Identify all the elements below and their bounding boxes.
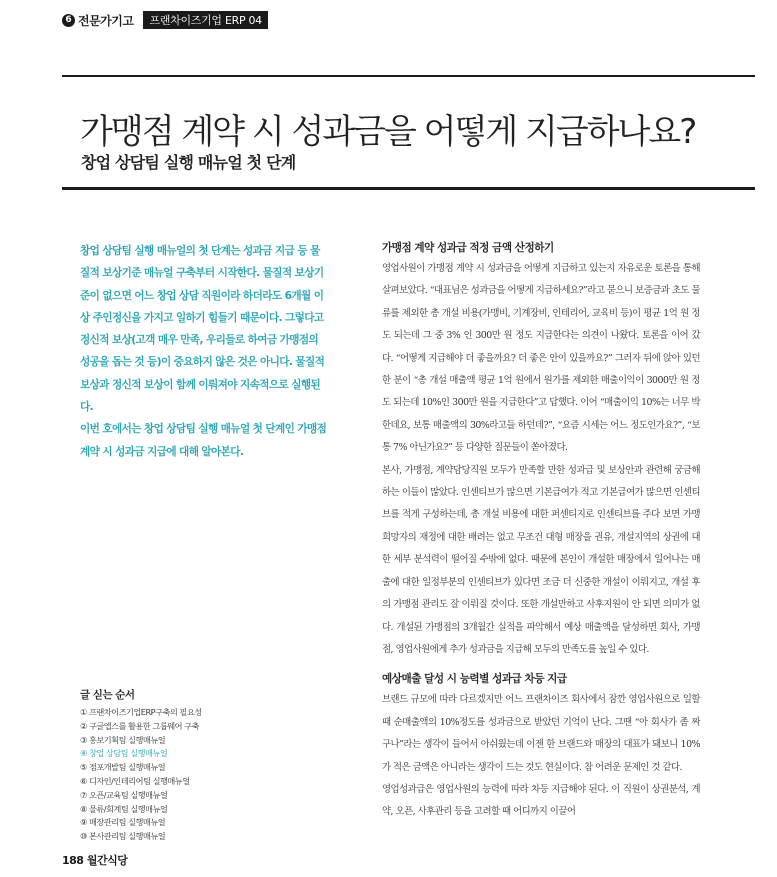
section-gap [382, 661, 700, 671]
toc-title: 글 싣는 순서 [80, 689, 135, 701]
toc-item: ⑤ 점포개발팀 실행매뉴얼 [80, 762, 166, 773]
toc-item: ⑨ 매장관리팀 실행매뉴얼 [80, 817, 166, 828]
section-heading: 예상매출 달성 시 능력별 성과급 차등 지급 [382, 673, 567, 686]
toc-item: ③ 홍보기획팀 실행매뉴얼 [80, 734, 166, 745]
series-toc [80, 687, 330, 844]
section-label: 전문가기고 [78, 13, 134, 28]
article-title: 가맹점 계약 시 성과금을 어떻게 지급하나요? [80, 112, 696, 152]
page-footer [62, 852, 127, 868]
body-paragraph: 영업사원이 가맹점 계약 시 성과금을 어떻게 지급하고 있는지 자유로운 토론을 통해 살펴보았다. “대표님은 성과금을 어떻게 지급하세요?”라고 묻으니 보증금과 초도 물류를 제외한 총 개설 비용(가맹비, 기계장비, 인테리어, 교육비 등)이 평균 1억 원 정도 되는데 그 중 3% 인 300만 원 정도 지급한다는 의견이 나왔다. 토론을 이어 갔다. “어떻게 지급해야 더 좋을까요? 더 좋은 안이 있을까요?” 그러자 뒤에 앉아 있던 한 분이 “총 개설 매출액 평균 1억 원에서 원가를 제외한 매출이익이 3000만 원 정도 되는데 10%인 300만 원을 지급한다”고 답했다. 이어 “매출이익 10%는 너무 박한데요, 보통 매출액의 30%라고들 하던데?”, “요즘 시세는 어느 정도인가요?”, “보통 7% 아닌가요?” 등 다양한 질문들이 쏟아졌다. [382, 263, 700, 454]
intro-lead [80, 240, 328, 463]
article-subtitle: 창업 상담팀 실행 매뉴얼 첫 단계 [81, 153, 296, 172]
toc-item: ① 프랜차이즈기업ERP구축의 필요성 [80, 707, 202, 717]
toc-item: ⑩ 본사관리팀 실행매뉴얼 [80, 831, 166, 842]
toc-item: ② 구글앱스를 활용한 그룹웨어 구축 [80, 720, 199, 731]
body-paragraph: 브랜드 규모에 따라 다르겠지만 어느 프랜차이즈 회사에서 잠깐 영업사원으로 일할 때 순매출액의 10%정도를 성과금으로 받았던 기억이 난다. 그땐 “아 회사가 좀 짜구나”라는 생각이 들어서 아쉬웠는데 이젠 한 브랜드와 매장의 대표가 돼보니 10%가 적은 금액은 아니라는 생각이 드는 것도 현실이다. 참 어려운 문제인 것 같다. [382, 694, 700, 773]
series-label: 프랜차이즈기업 ERP 04 [143, 11, 267, 29]
body-paragraph: 영업성과급은 영업사원의 능력에 따라 차등 지급해야 된다. 이 직원이 상권분석, 계약, 오픈, 사후관리 등을 고려할 때 어디까지 이끌어 [382, 783, 700, 818]
body-paragraph: 본사, 가맹점, 계약담당직원 모두가 만족할 만한 성과급 및 보상안과 관련해 궁금해 하는 이들이 많았다. 인센티브가 많으면 기본급여가 적고 기본급여가 많으면 인센티브를 적게 구성하는데, 총 개설 비용에 대한 퍼센티지로 인센티브를 주다 보면 가맹희망자의 재정에 대한 배려는 없고 무조건 대형 매장을 권유, 개설지역의 상권에 대한 세부 분석력이 떨어질 수밖에 없다. 때문에 본인이 개설한 매장에서 일어나는 매출에 대한 일정부분의 인센티브가 있다면 조금 더 신중한 개설이 이뤄지고, 개설 후의 가맹점 관리도 잘 이뤄질 것이다. 또한 개설만하고 사후지원이 안 되면 의미가 없다. 개설된 가맹점의 3개월간 실적을 파악해서 예상 매출액을 달성하면 회사, 가맹점, 영업사원에게 추가 성과금을 지급해 모두의 만족도를 높일 수 있다. [382, 464, 700, 655]
page-header [62, 10, 268, 30]
section-heading: 가맹점 계약 성과급 적정 금액 산정하기 [382, 242, 554, 254]
intro-paragraph: 창업 상담팀 실행 매뉴얼의 첫 단계는 성과금 지급 등 물질적 보상기준 매뉴얼 구축부터 시작한다. 물질적 보상기준이 없으면 어느 창업 상담 직원이라 하더라도 6개월 이상 주인정신을 가지고 일하기 힘들기 때문이다. 그렇다고 정신적 보상(고객 매우 만족, 우리들로 하여금 가맹점의 성공을 돕는 것 등)이 중요하지 않은 것은 아니다. 물질적 보상과 정신적 보상이 함께 이뤄져야 지속적으로 실행된다. [80, 245, 325, 414]
toc-item-current: ④ 창업 상담팀 실행매뉴얼 [80, 748, 168, 759]
toc-item: ⑦ 오픈/교육팀 실행매뉴얼 [80, 789, 168, 800]
section-number-badge: 6 [62, 14, 75, 27]
magazine-name: 월간식당 [86, 854, 128, 867]
title-divider [62, 187, 755, 190]
toc-item: ⑧ 물류/회계팀 실행매뉴얼 [80, 803, 168, 814]
page-number: 188 [62, 854, 84, 867]
toc-item: ⑥ 디자인/인테리어팀 실행매뉴얼 [80, 775, 190, 786]
intro-paragraph: 이번 호에서는 창업 상담팀 실행 매뉴얼 첫 단계인 가맹점 계약 시 성과금 지급에 대해 알아본다. [80, 423, 327, 458]
top-divider [62, 75, 755, 77]
article-body [382, 240, 700, 824]
